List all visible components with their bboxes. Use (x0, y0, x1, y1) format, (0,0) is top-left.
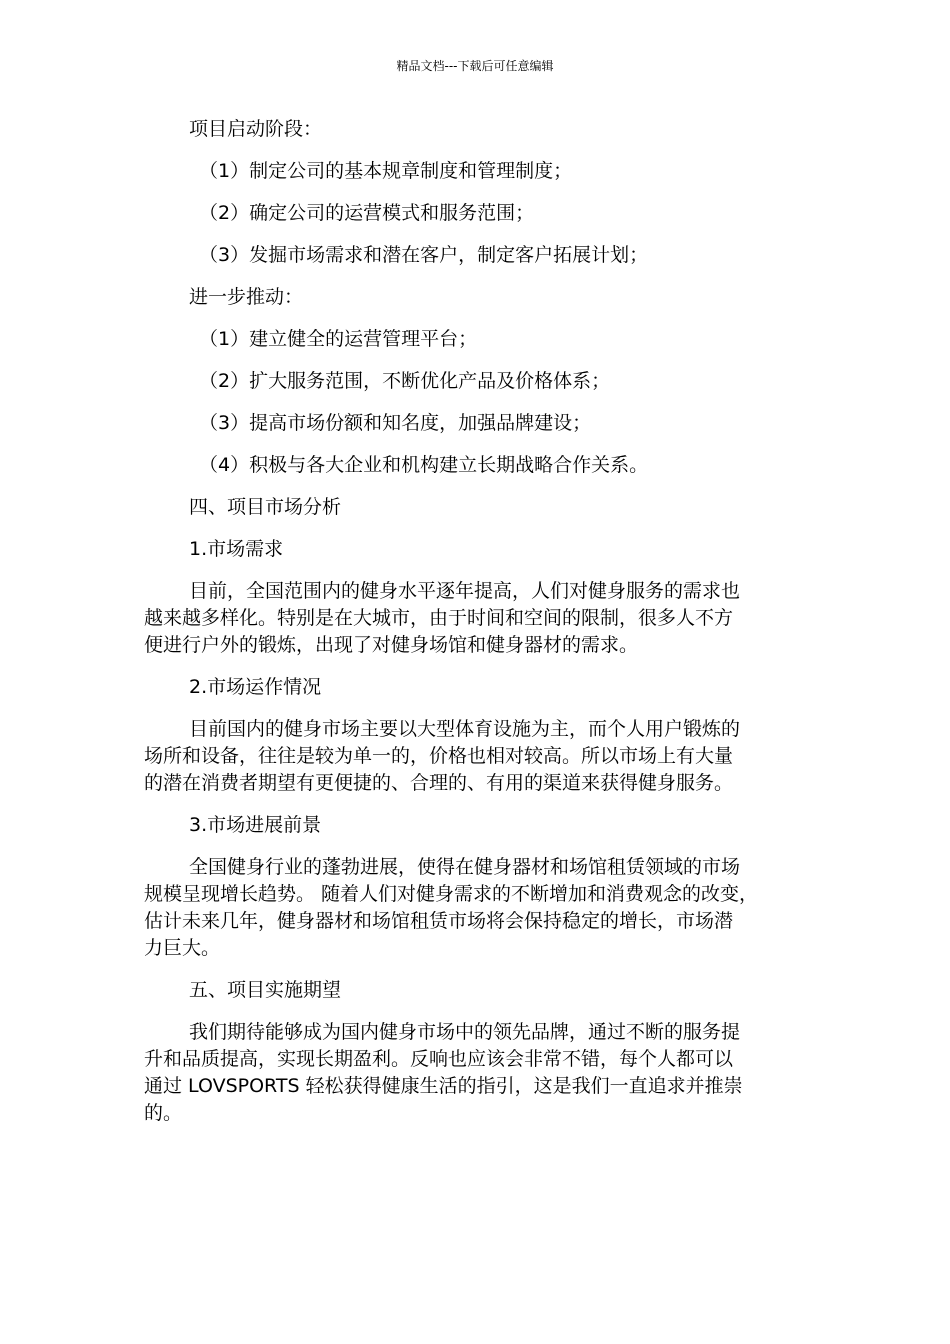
paragraph-line: 目前，全国范围内的健身水平逐年提高，人们对健身服务的需求也 (189, 580, 741, 602)
subsection-2-title: 2.市场运作情况 (189, 676, 322, 698)
startup-item: （2）确定公司的运营模式和服务范围； (199, 202, 535, 224)
advance-heading: 进一步推动： (189, 286, 304, 308)
paragraph-line: 便进行户外的锻炼，出现了对健身场馆和健身器材的需求。 (144, 634, 639, 656)
section-4-title: 四、项目市场分析 (189, 496, 342, 518)
advance-item: （4）积极与各大企业和机构建立长期战略合作关系。 (199, 454, 649, 476)
market-prospect-paragraph (144, 854, 806, 962)
advance-item: （1）建立健全的运营管理平台； (199, 328, 478, 350)
paragraph-line: 我们期待能够成为国内健身市场中的领先品牌，通过不断的服务提 (189, 1021, 741, 1043)
paragraph-line: 越来越多样化。特别是在大城市，由于时间和空间的限制，很多人不方 (144, 607, 734, 629)
expectation-paragraph (144, 1019, 806, 1127)
paragraph-line: 升和品质提高，实现长期盈利。反响也应该会非常不错，每个人都可以 (144, 1048, 734, 1070)
startup-heading: 项目启动阶段： (189, 118, 323, 140)
subsection-3-title: 3.市场进展前景 (189, 814, 322, 836)
paragraph-line: 规模呈现增长趋势。 随着人们对健身需求的不断增加和消费观念的改变， (144, 883, 759, 905)
paragraph-line: 场所和设备，往往是较为单一的，价格也相对较高。所以市场上有大量 (144, 745, 734, 767)
advance-item: （2）扩大服务范围，不断优化产品及价格体系； (199, 370, 611, 392)
market-operation-paragraph (144, 716, 806, 797)
advance-item: （3）提高市场份额和知名度，加强品牌建设； (199, 412, 592, 434)
paragraph-line: 目前国内的健身市场主要以大型体育设施为主，而个人用户锻炼的 (189, 718, 741, 740)
paragraph-line: 的潜在消费者期望有更便捷的、合理的、有用的渠道来获得健身服务。 (144, 772, 734, 794)
document-body (144, 116, 806, 1142)
paragraph-line: 全国健身行业的蓬勃进展，使得在健身器材和场馆租赁领域的市场 (189, 856, 741, 878)
paragraph-line: 估计未来几年，健身器材和场馆租赁市场将会保持稳定的增长，市场潜 (144, 910, 734, 932)
section-5-title: 五、项目实施期望 (189, 979, 342, 1001)
paragraph-line: 力巨大。 (144, 937, 221, 959)
paragraph-line: 通过 LOVSPORTS 轻松获得健康生活的指引，这是我们一直追求并推崇 (144, 1075, 743, 1097)
page-header: 精品文档---下载后可任意编辑 (396, 59, 554, 73)
subsection-1-title: 1.市场需求 (189, 538, 284, 560)
paragraph-line: 的。 (144, 1102, 183, 1124)
startup-item: （1）制定公司的基本规章制度和管理制度； (199, 160, 573, 182)
market-demand-paragraph (144, 578, 806, 659)
startup-item: （3）发掘市场需求和潜在客户，制定客户拓展计划； (199, 244, 649, 266)
